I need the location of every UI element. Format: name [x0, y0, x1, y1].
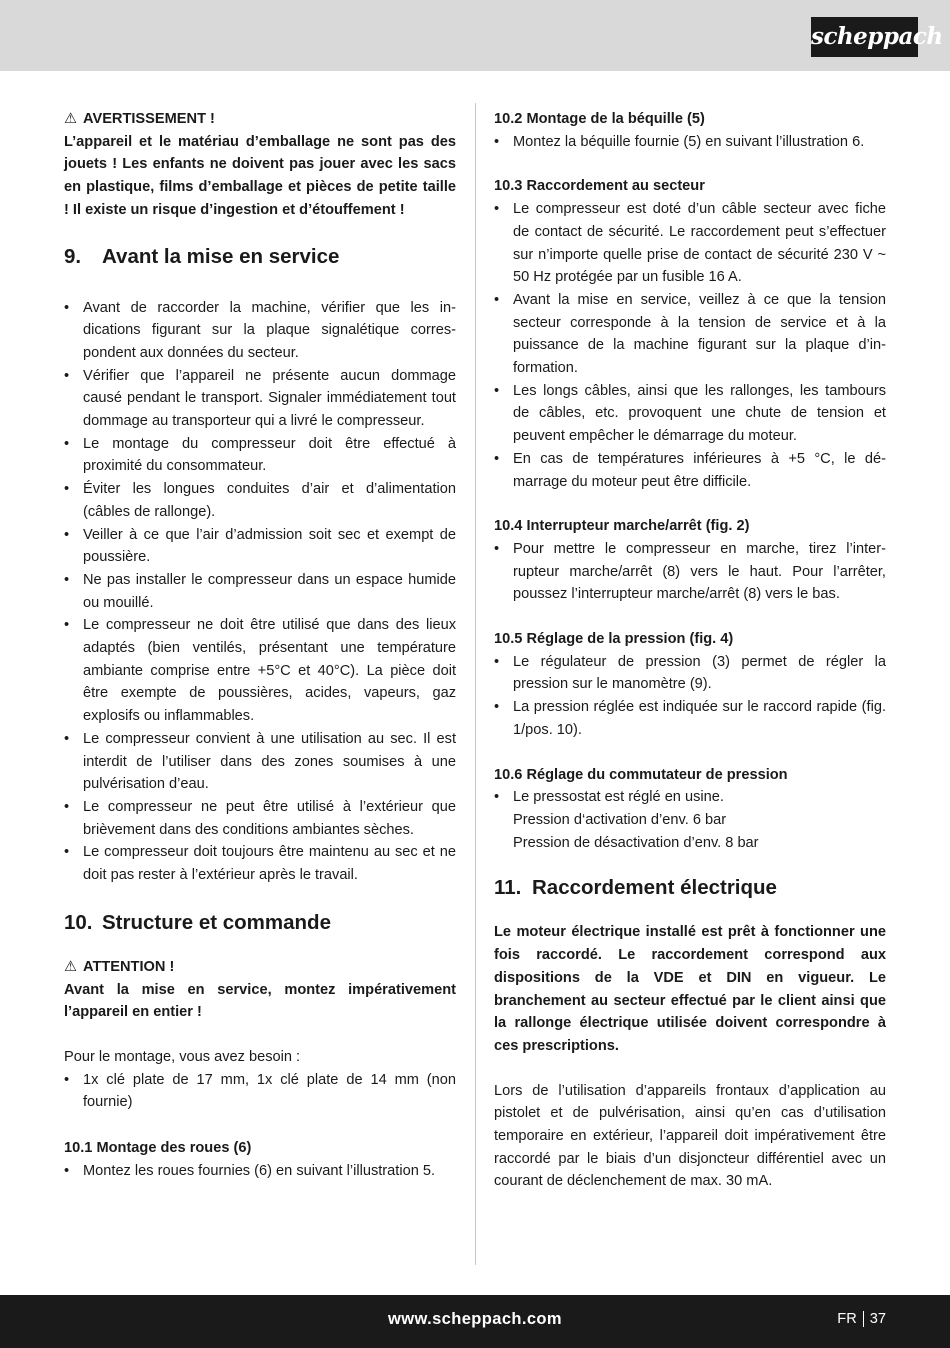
warning-triangle-icon: ⚠	[64, 111, 78, 127]
list-item: • Le montage du compresseur doit être effectué à proximité du consommateur.	[64, 433, 456, 478]
subsection-10-3-title: 10.3 Raccordement au secteur	[494, 178, 705, 195]
warning-title: AVERTISSEMENT !	[83, 111, 215, 127]
left-column	[64, 108, 456, 1182]
list-item: • Le compresseur ne peut être utilisé à l’extérieur que brièvement dans des conditions ambiantes sèches.	[64, 796, 456, 841]
list-item: • Le pressostat est réglé en usine.	[494, 786, 886, 809]
list-item: • Le compresseur convient à une utilisation au sec. Il est interdit de l’utiliser dans des zones soumises à une pulvérisation d’eau.	[64, 728, 456, 796]
section-10-heading	[64, 909, 456, 937]
section-11-heading	[494, 874, 886, 902]
assembly-intro: Pour le montage, vous avez besoin :	[64, 1048, 301, 1065]
warning-triangle-icon: ⚠	[64, 958, 78, 975]
section-9-heading	[64, 243, 456, 271]
list-item: • Veiller à ce que l’air d’admission soit sec et exempt de poussière.	[64, 524, 456, 569]
attention-text: Avant la mise en service, montez impérativement l’appareil en entier !	[64, 981, 456, 1021]
list-item: • Le régulateur de pression (3) permet de régler la pression sur le manomètre (9).	[494, 651, 886, 696]
subsection-10-3-list	[494, 198, 886, 493]
list-item: • 1x clé plate de 17 mm, 1x clé plate de 14 mm (non fournie)	[64, 1069, 456, 1114]
section-9-list	[64, 297, 456, 887]
activation-pressure: Pression d‘activation d’env. 6 bar	[513, 811, 727, 828]
section-9-title: Avant la mise en service	[102, 244, 340, 268]
list-item: • Vérifier que l’appareil ne présente aucun dommage causé pendant le transport. Signaler immédiatement tout dommage au transporteur qui a livré le compresseur.	[64, 365, 456, 433]
header-band	[0, 0, 950, 71]
list-item: • Le compresseur doit toujours être maintenu au sec et ne doit pas rester à l’extérieur après le travail.	[64, 841, 456, 886]
deactivation-pressure: Pression de désactivation d’env. 8 bar	[513, 834, 759, 851]
list-item: • Montez les roues fournies (6) en suivant l’illustration 5.	[64, 1160, 456, 1183]
column-divider	[475, 103, 476, 1265]
attention-title: ATTENTION !	[83, 958, 175, 975]
list-item: • La pression réglée est indiquée sur le raccord rapide (fig. 1/pos. 10).	[494, 696, 886, 741]
list-item: • Les longs câbles, ainsi que les rallonges, les tambours de câbles, etc. provoquent une chute de tension et peuvent empêcher le démarrage du moteur.	[494, 380, 886, 448]
subsection-10-5-title: 10.5 Réglage de la pression (fig. 4)	[494, 631, 734, 648]
list-item: • Le compresseur ne doit être utilisé que dans des lieux adaptés (bien ventilés, présentant une température ambiante comprise entre +5°C et 40°C). La pièce doit être exempte de poussières, acides, vapeurs, gaz explosifs ou inflammables.	[64, 614, 456, 728]
subsection-10-6-title: 10.6 Réglage du commutateur de pression	[494, 766, 788, 783]
warning-text: L’appareil et le matériau d’emballage ne sont pas des jouets ! Les enfants ne doivent pas jouer avec les sacs en plastique, films d’emballage et pièces de petite taille ! Il existe un risque d’ingestion et d’étouffement !	[64, 133, 456, 218]
language-code: FR	[837, 1311, 863, 1327]
list-item: • En cas de températures inférieures à +5 °C, le démarrage du moteur peut être difficile.	[494, 448, 886, 493]
warning-heading	[64, 108, 456, 131]
section-11-title: Raccordement électrique	[532, 876, 777, 900]
section-9-number: 9.	[64, 244, 82, 268]
list-item: • Avant de raccorder la machine, vérifier que les indications figurant sur la plaque signalétique correspondent aux données du secteur.	[64, 297, 456, 365]
attention-heading	[64, 956, 456, 979]
list-item: • Montez la béquille fournie (5) en suivant l’illustration 6.	[494, 131, 886, 154]
subsection-10-1-title: 10.1 Montage des roues (6)	[64, 1140, 252, 1157]
section-10-number: 10.	[64, 910, 93, 934]
subsection-10-2-list	[494, 131, 886, 154]
list-item: • Le compresseur est doté d’un câble secteur avec fiche de contact de sécurité. Le raccordement peut s’effectuer sur n’importe quelle prise de contact de sécurité 230 V ~ 50 Hz protégée par un fusible 16 A.	[494, 198, 886, 289]
list-item: • Pour mettre le compresseur en marche, tirez l’interrupteur marche/arrêt (8) vers le haut. Pour l’arrêter, poussez l’interrupteur marche/arrêt (8) vers le bas.	[494, 538, 886, 606]
pressure-values	[494, 809, 886, 854]
section-11-number: 11.	[494, 876, 522, 900]
page-indicator	[837, 1308, 886, 1331]
tools-list	[64, 1069, 456, 1114]
footer-bar	[0, 1295, 950, 1348]
subsection-10-2-title: 10.2 Montage de la béquille (5)	[494, 111, 705, 127]
electrical-paragraph: Lors de l’utilisation d’appareils frontaux d’application au pistolet et de pulvérisation, ainsi qu’en cas d’utilisation temporaire en extérieur, l’appareil doit impérativement être raccordé par le biais d’un disjoncteur différentiel avec un courant de déclenchement de max. 30 mA.	[494, 1082, 886, 1190]
footer-website-link[interactable]: www.scheppach.com	[388, 1310, 562, 1328]
right-column	[494, 108, 886, 1193]
section-10-title: Structure et commande	[102, 910, 331, 934]
list-item: • Avant la mise en service, veillez à ce que la tension secteur corresponde à la tension de service et à la puissance de la machine figurant sur la plaque d’information.	[494, 289, 886, 380]
subsection-10-6-list	[494, 786, 886, 809]
page-number: 37	[869, 1311, 886, 1327]
subsection-10-4-title: 10.4 Interrupteur marche/arrêt (fig. 2)	[494, 518, 750, 535]
subsection-10-1-list	[64, 1160, 456, 1183]
electrical-bold-paragraph: Le moteur électrique installé est prêt à fonctionner une fois raccordé. Le raccordement correspond aux dispositions de la VDE et DIN en vigueur. Le branchement au secteur effectué par le client ainsi que la rallonge électrique utilisée doivent correspondre à ces prescriptions.	[494, 924, 886, 1054]
subsection-10-4-list	[494, 538, 886, 606]
list-item: • Ne pas installer le compresseur dans un espace humide ou mouillé.	[64, 569, 456, 614]
subsection-10-5-list	[494, 651, 886, 742]
list-item: • Éviter les longues conduites d’air et d’alimentation (câbles de rallonge).	[64, 478, 456, 523]
brand-logo: scheppach	[811, 17, 918, 57]
